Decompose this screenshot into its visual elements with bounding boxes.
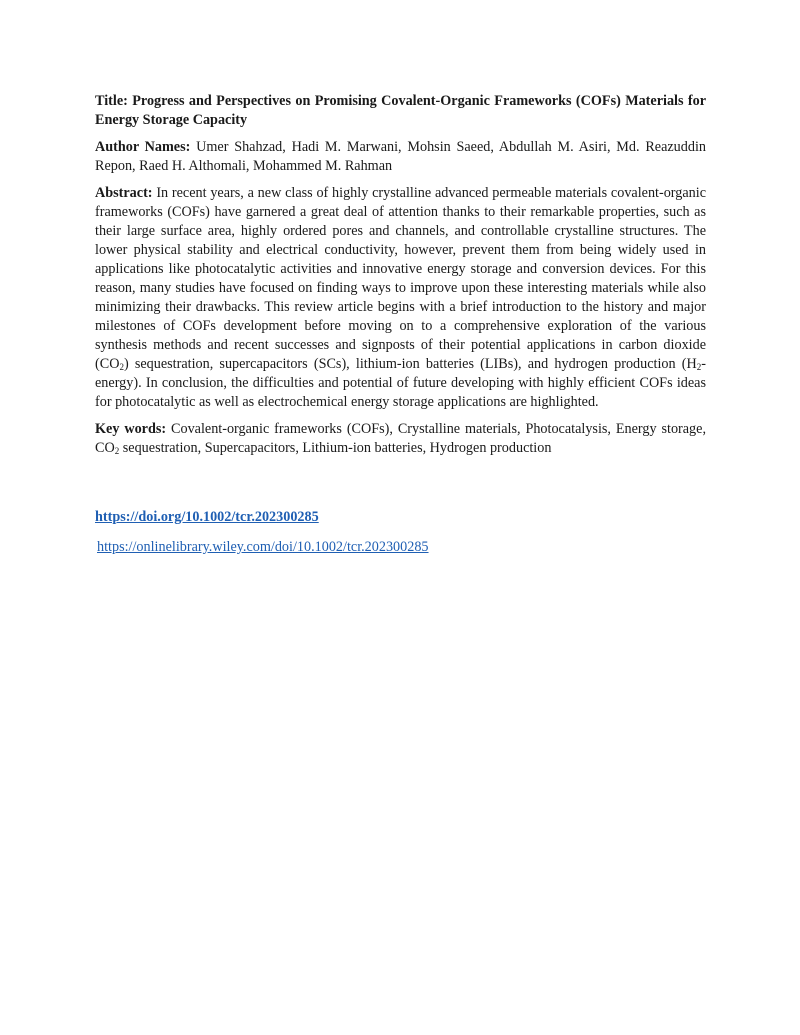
abstract-label: Abstract: xyxy=(95,185,153,201)
abstract-text-part1: In recent years, a new class of highly crystalline advanced permeable materials covalent-organic frameworks (COFs) have garnered a great deal of attention thanks to their remarkable properties, such as their large surface area, highly ordered pores and channels, and controllable crystalline structures. The lower physical stability and electrical conductivity, however, prevent them from being widely used in applications like photocatalytic activities and innovative energy storage and conversion devices. For this reason, many studies have focused on finding ways to improve upon these interesting materials while also minimizing their drawbacks. This review article begins with a brief introduction to the history and major milestones of COFs development before moving on to a comprehensive exploration of the various synthesis methods and recent successes and signposts of their potential applications in carbon dioxide (CO xyxy=(95,185,706,372)
doi-link[interactable]: https://doi.org/10.1002/tcr.202300285 xyxy=(95,509,319,525)
keywords-paragraph xyxy=(95,420,706,458)
document-body xyxy=(95,92,706,466)
author-names: Umer Shahzad, Hadi M. Marwani, Mohsin Saeed, Abdullah M. Asiri, Md. Reazuddin Repon, Raed H. Althomali, Mohammed M. Rahman xyxy=(95,139,706,174)
title-label: Title: xyxy=(95,93,128,109)
keywords-subscript-co2: 2 xyxy=(114,446,120,456)
keywords-text-part1: Covalent-organic frameworks (COFs), Crystalline materials, Photocatalysis, Energy storage, CO xyxy=(95,421,706,456)
abstract-text-part3: -energy). In conclusion, the difficulties and potential of future developing with highly efficient COFs ideas for photocatalytic as well as electrochemical energy storage applications are highlighted. xyxy=(95,356,706,410)
paper-title: Progress and Perspectives on Promising Covalent-Organic Frameworks (COFs) Materials for Energy Storage Capacity xyxy=(95,93,707,128)
authors-paragraph xyxy=(95,138,706,176)
title-paragraph xyxy=(95,92,706,130)
keywords-label: Key words: xyxy=(95,421,167,437)
abstract-subscript-co2: 2 xyxy=(119,362,124,372)
authors-label: Author Names: xyxy=(95,139,191,155)
abstract-paragraph xyxy=(95,184,706,412)
keywords-text-part2: sequestration, Supercapacitors, Lithium-ion batteries, Hydrogen production xyxy=(119,440,552,456)
abstract-subscript-h2: 2 xyxy=(696,362,702,372)
wiley-link[interactable]: https://onlinelibrary.wiley.com/doi/10.1002/tcr.202300285 xyxy=(97,539,429,555)
abstract-text-part2: ) sequestration, supercapacitors (SCs), lithium-ion batteries (LIBs), and hydrogen production (H xyxy=(123,356,697,372)
